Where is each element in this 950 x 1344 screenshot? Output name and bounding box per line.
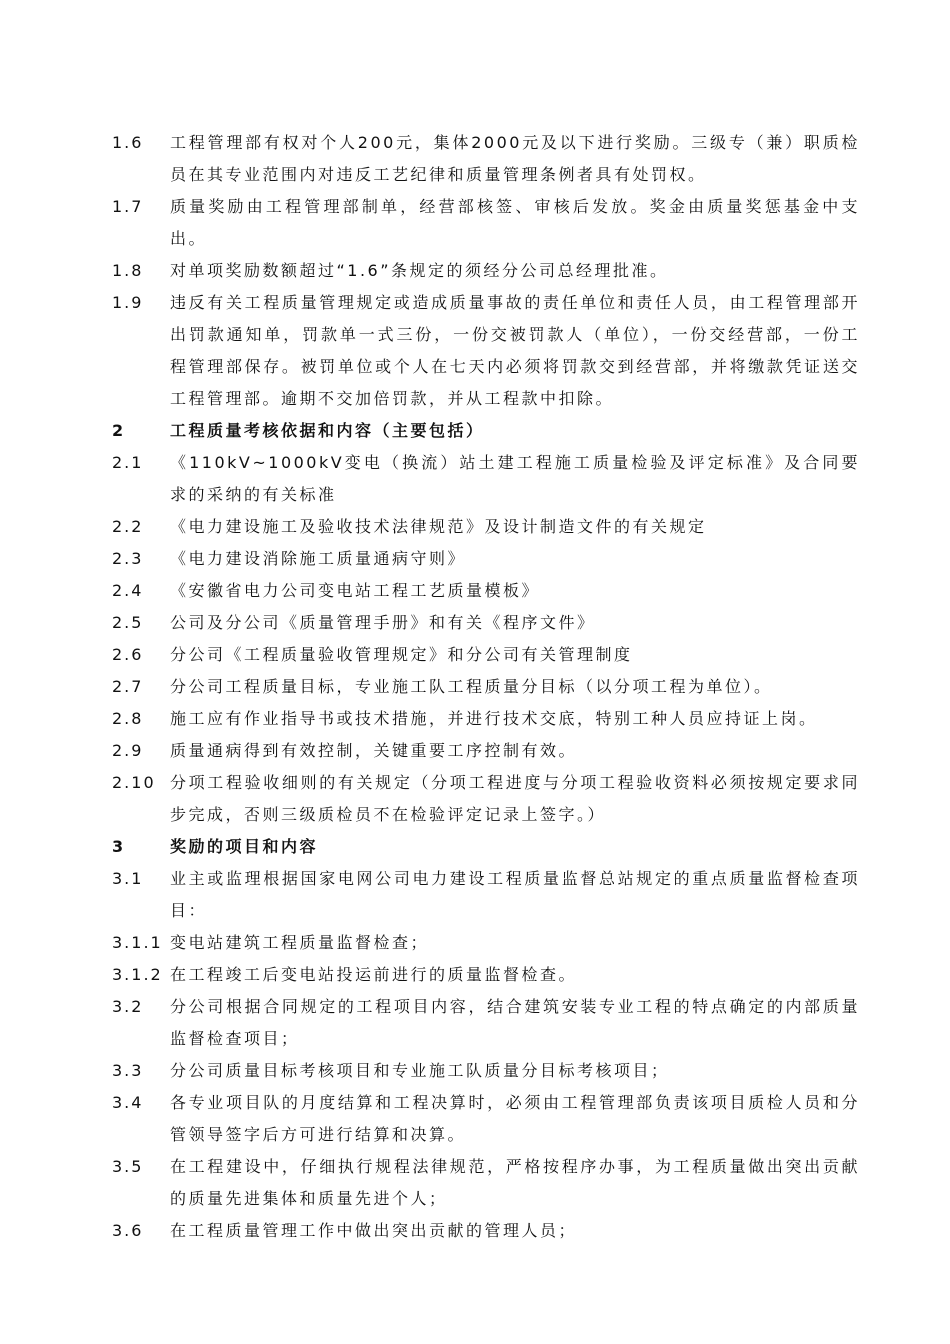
clause-number: 3.3 — [112, 1061, 144, 1080]
clause-text: 分公司《工程质量验收管理规定》和分公司有关管理制度 — [170, 645, 633, 664]
clause-text: 违反有关工程质量管理规定或造成质量事故的责任单位和责任人员，由工程管理部开出罚款通知单，罚款单一式三份，一份交被罚款人（单位），一份交经营部，一份工程管理部保存。被罚单位或个人在七天内必须将罚款交到经营部，并将缴款凭证送交工程管理部。逾期不交加倍罚款，并从工程款中扣除。 — [170, 293, 860, 408]
clause-2-3 — [0, 543, 950, 575]
clause-number: 2.1 — [112, 453, 144, 472]
clause-2-6 — [0, 639, 950, 671]
clause-3-5 — [0, 1151, 950, 1215]
clause-text: 分项工程验收细则的有关规定（分项工程进度与分项工程验收资料必须按规定要求同步完成，否则三级质检员不在检验评定记录上签字。） — [170, 773, 860, 824]
clause-1-9 — [0, 287, 950, 415]
clause-number: 2.5 — [112, 613, 144, 632]
clause-1-8 — [0, 255, 950, 287]
clause-number: 1.6 — [112, 133, 144, 152]
clause-text: 质量通病得到有效控制，关键重要工序控制有效。 — [170, 741, 578, 760]
clause-number: 1.8 — [112, 261, 144, 280]
clause-number: 1.7 — [112, 197, 144, 216]
clause-text: 在工程质量管理工作中做出突出贡献的管理人员； — [170, 1221, 578, 1240]
clause-text: 变电站建筑工程质量监督检查； — [170, 933, 430, 952]
clause-text: 对单项奖励数额超过“1.6”条规定的须经分公司总经理批准。 — [170, 261, 669, 280]
clause-number: 2.2 — [112, 517, 144, 536]
clause-text: 质量奖励由工程管理部制单，经营部核签、审核后发放。奖金由质量奖惩基金中支出。 — [170, 197, 860, 248]
clause-3-4 — [0, 1087, 950, 1151]
clause-2-9 — [0, 735, 950, 767]
clause-2-1 — [0, 447, 950, 511]
clause-number: 2.4 — [112, 581, 144, 600]
clause-text: 分公司根据合同规定的工程项目内容，结合建筑安装专业工程的特点确定的内部质量监督检查项目； — [170, 997, 860, 1048]
clause-text: 在工程建设中，仔细执行规程法律规范，严格按程序办事，为工程质量做出突出贡献的质量先进集体和质量先进个人； — [170, 1157, 860, 1208]
clause-number: 2.9 — [112, 741, 144, 760]
clause-3-6 — [0, 1215, 950, 1247]
clause-number: 1.9 — [112, 293, 144, 312]
clause-text: 公司及分公司《质量管理手册》和有关《程序文件》 — [170, 613, 596, 632]
clause-1-6 — [0, 127, 950, 191]
clause-3-1 — [0, 863, 950, 927]
clause-text: 《安徽省电力公司变电站工程工艺质量模板》 — [170, 581, 541, 600]
clause-2-10 — [0, 767, 950, 831]
section-number: 3 — [112, 837, 126, 856]
clause-text: 在工程竣工后变电站投运前进行的质量监督检查。 — [170, 965, 578, 984]
section-2-heading — [0, 415, 950, 447]
clause-number: 3.1.2 — [112, 965, 163, 984]
clause-number: 2.3 — [112, 549, 144, 568]
clause-3-2 — [0, 991, 950, 1055]
clause-2-4 — [0, 575, 950, 607]
clause-3-1-2 — [0, 959, 950, 991]
clause-2-2 — [0, 511, 950, 543]
section-title: 奖励的项目和内容 — [170, 837, 319, 856]
clause-number: 3.6 — [112, 1221, 144, 1240]
section-title: 工程质量考核依据和内容（主要包括） — [170, 421, 485, 440]
clause-number: 3.1 — [112, 869, 144, 888]
clause-number: 3.1.1 — [112, 933, 163, 952]
clause-number: 2.10 — [112, 773, 156, 792]
clause-text: 施工应有作业指导书或技术措施，并进行技术交底，特别工种人员应持证上岗。 — [170, 709, 818, 728]
section-3-heading — [0, 831, 950, 863]
clause-3-3 — [0, 1055, 950, 1087]
clause-text: 业主或监理根据国家电网公司电力建设工程质量监督总站规定的重点质量监督检查项目： — [170, 869, 860, 920]
clause-number: 2.7 — [112, 677, 144, 696]
clause-text: 分公司质量目标考核项目和专业施工队质量分目标考核项目； — [170, 1061, 670, 1080]
clause-number: 2.8 — [112, 709, 144, 728]
clause-number: 3.4 — [112, 1093, 144, 1112]
clause-text: 分公司工程质量目标，专业施工队工程质量分目标（以分项工程为单位）。 — [170, 677, 773, 696]
section-number: 2 — [112, 421, 126, 440]
clause-number: 3.5 — [112, 1157, 144, 1176]
clause-text: 《电力建设施工及验收技术法律规范》及设计制造文件的有关规定 — [170, 517, 707, 536]
clause-text: 《110kV~1000kV变电（换流）站土建工程施工质量检验及评定标准》及合同要求的采纳的有关标准 — [170, 453, 860, 504]
clause-text: 各专业项目队的月度结算和工程决算时，必须由工程管理部负责该项目质检人员和分管领导签字后方可进行结算和决算。 — [170, 1093, 860, 1144]
clause-text: 工程管理部有权对个人200元，集体2000元及以下进行奖励。三级专（兼）职质检员在其专业范围内对违反工艺纪律和质量管理条例者具有处罚权。 — [170, 133, 860, 184]
clause-3-1-1 — [0, 927, 950, 959]
clause-2-7 — [0, 671, 950, 703]
clause-1-7 — [0, 191, 950, 255]
clause-2-5 — [0, 607, 950, 639]
clause-2-8 — [0, 703, 950, 735]
clause-text: 《电力建设消除施工质量通病守则》 — [170, 549, 467, 568]
document-body — [0, 127, 950, 1247]
clause-number: 2.6 — [112, 645, 144, 664]
clause-number: 3.2 — [112, 997, 144, 1016]
